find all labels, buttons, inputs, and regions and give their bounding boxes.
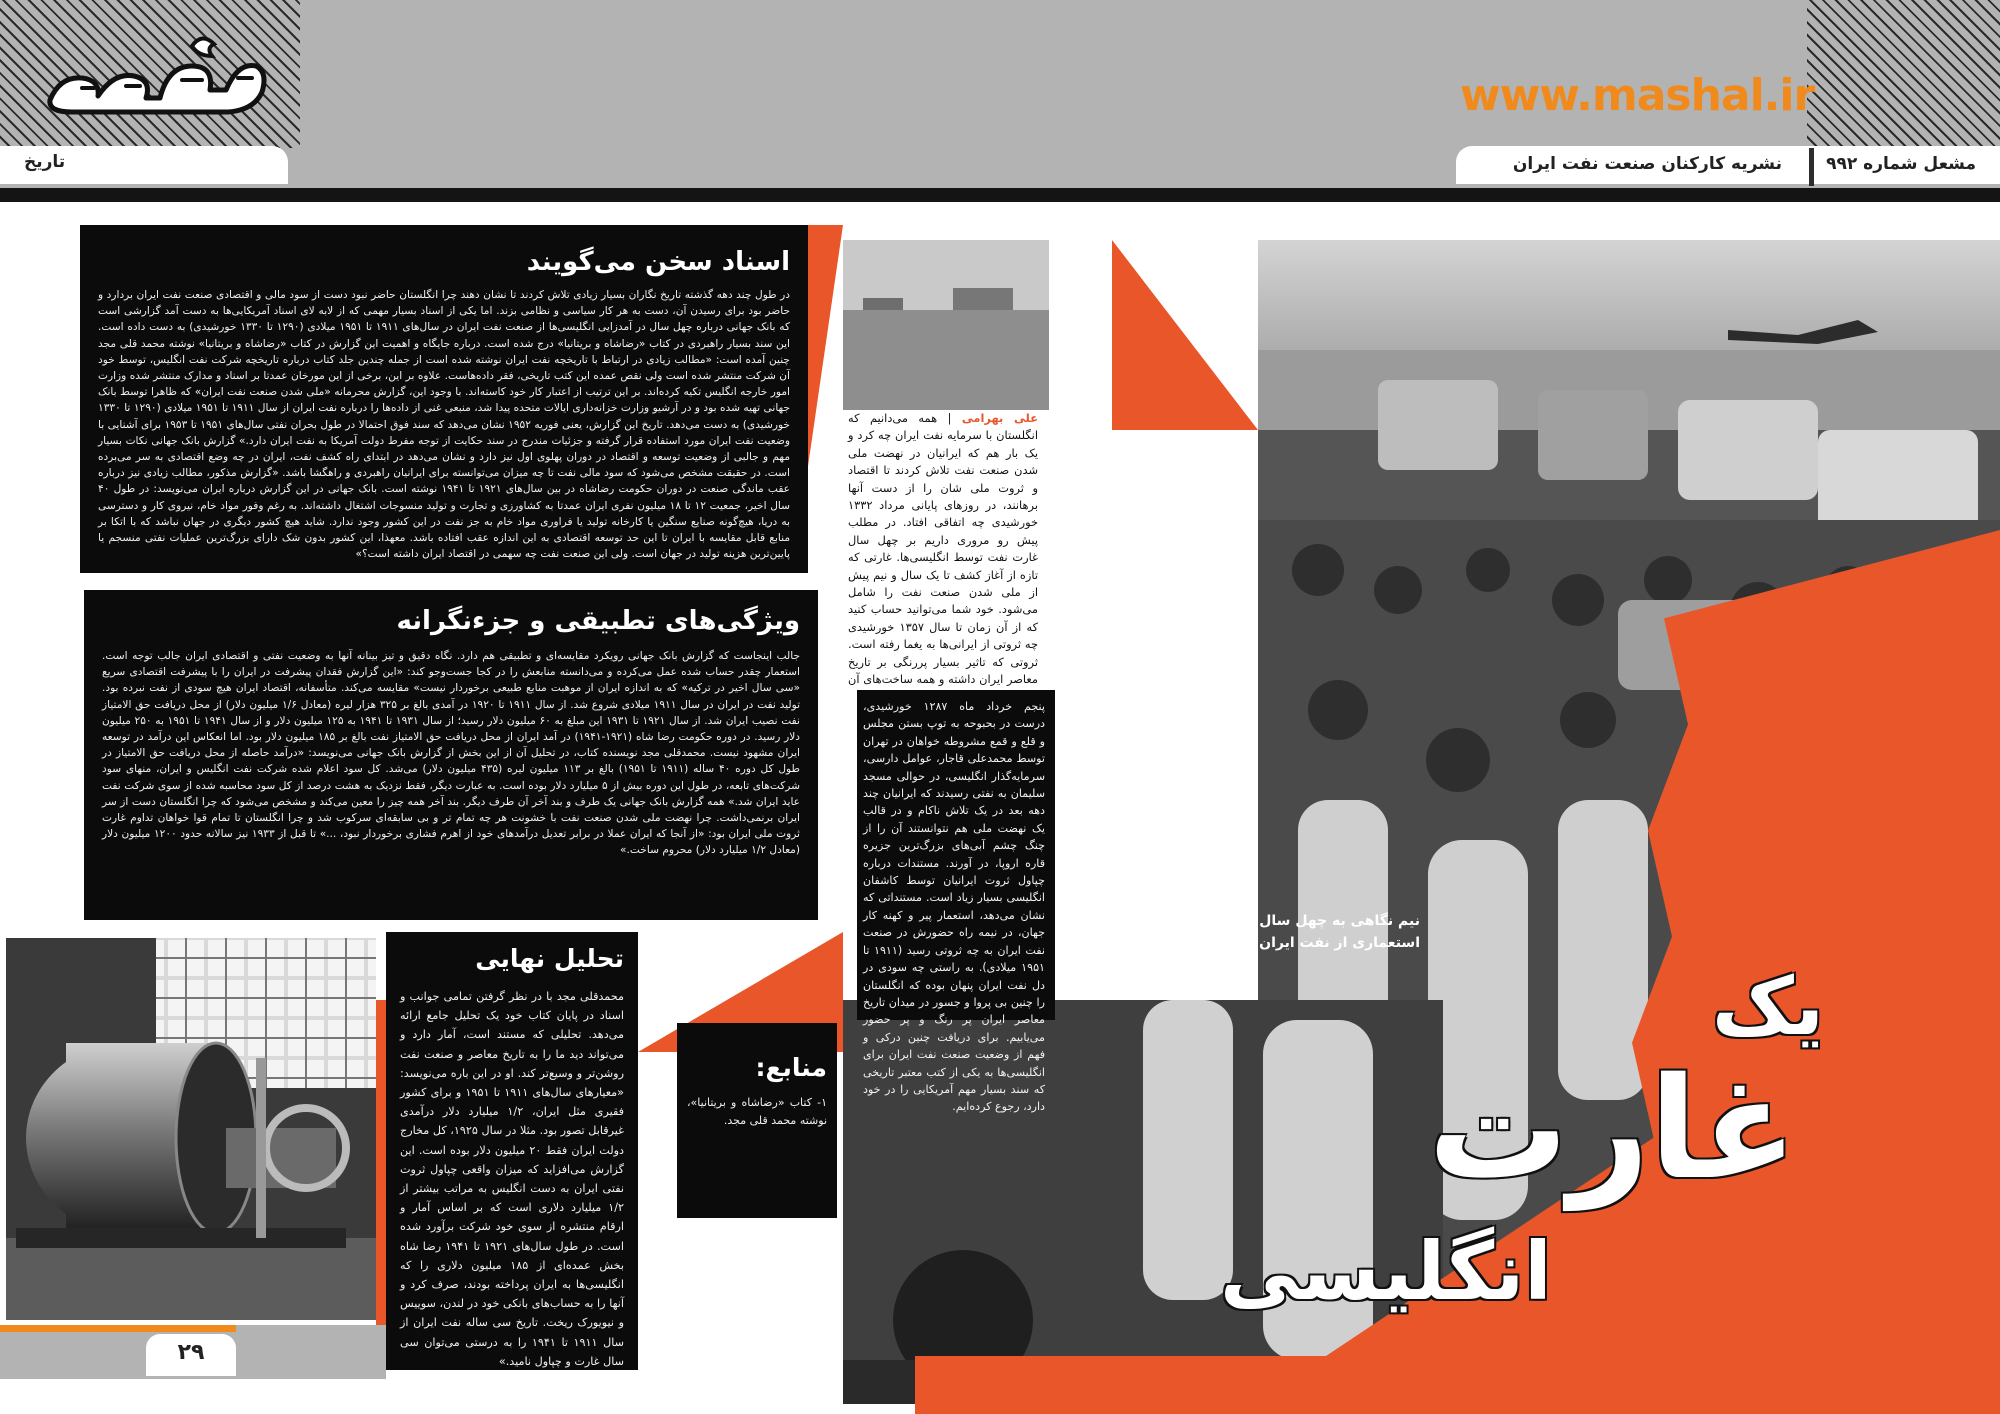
bottom-orange-band: [915, 1356, 2000, 1414]
section-comparative: [84, 590, 818, 920]
orange-triangle-top-left: [805, 225, 843, 487]
subtitle-line-1: نیم نگاهی به چهل سال بهره: [1222, 913, 1420, 929]
issue-number: مشعل شماره ۹۹۲: [1826, 154, 1976, 174]
issue-tab: [1456, 146, 2000, 184]
header-hatch-right: [1807, 0, 2000, 148]
section-documents: [80, 225, 808, 573]
mashal-logo[interactable]: [42, 26, 270, 122]
page-number: ۲۹: [146, 1334, 236, 1376]
section-comparative-body: جالب اینجاست که گزارش بانک جهانی رویکرد مقایسه‌ای و تطبیقی هم دارد. نگاه دقیق و تیز بینانه آنها به وضعیت نفتی و اقتصادی ایران جالب توجه است. استعمار چقدر حساب شده عمل می‌کرده و می‌دانسته منابعش را در کجا جست‌وجو کند: «این گزارش فقدان پیشرفت در ایران را با پیشرفت اقتصادی سریع «سی سال اخیر در ترکیه» که به اندازه ایران از موهبت منابع طبیعی برخوردار نیست» مقایسه می‌کند. متأسفانه، اقتصاد ایران هیچ سودی از نفت نبرده بود. تولید نفت در ایران در سال ۱۹۱۱ میلادی شروع شد. از سال ۱۹۱۱ تا ۱۹۲۰ در آمدی بالغ بر ۳۲۵ هزار لیره (معادل ۱/۶ میلیون دلار) از محل دریافت حق الامتیاز نفت نصیب ایران شد. از سال ۱۹۲۱ تا ۱۹۳۱ این مبلغ به ۶۰ میلیون دلار رسید؛ از سال ۱۹۳۱ تا ۱۹۴۱ به ۱۲۵ میلیون دلار و از سال ۱۹۴۱ تا ۱۹۵۱ به ۲۵۰ میلیون دلار رسید. در دوره حکومت رضا شاه (۱۹۲۱-۱۹۴۱) در آمد ایران از محل دریافت حق الامتیاز نفت بالغ بر ۱۸۵ میلیون دلار بود. اما انعکاس این درآمد در توسعه ایران مشهود نیست. محمدقلی مجد نویسنده کتاب، در تحلیل آن از این بخش از گزارش بانک جهانی می‌نویسد: «درآمد حاصله از محل دریافت حق الامتیاز در طول کل دوره ۴۰ ساله (۱۹۱۱ تا ۱۹۵۱) بالغ بر ۱۱۳ میلیون لیره (۴۳۵ میلیون دلار) می‌شد. کل سود اعلام شده شرکت نفت انگلیس و ایران، منهای سود شرکت‌های تابعه، در طول این دوره بیش از ۵ میلیارد دلار بوده است. به عبارت دیگر، فقط نزدیک به هشت درصد از کل سود محاسبه شده از سوی شرکت نفت عاید ایران شد.» همه گزارش بانک جهانی یک طرف و بند آخر آن طرف دیگر. بند آخر همه چیز را معین می‌کند و مشخص می‌شود که چرا انگلستان دست از سر ایران برنمی‌داشت. چرا نهضت ملی شدن صنعت نفت با خشونت هر چه تمام تر و بی سابقه‌ای سرکوب شد و چرا انگلستان تا تمام قوا خواهان تداوم غارت ثروت ملی ایران بود: «از آنجا که ایران عملا در برابر تعدیل درآمدهای خود از اهرم فشاری برخوردار نبود، ...» تا قبل از ۱۹۳۳ نیز سالانه حدود ۱۲۰۰ میلیون دلار (معادل ۱/۲ میلیارد دلار) محروم ساخت.»: [102, 650, 801, 857]
orange-triangle-right: [1112, 240, 1258, 430]
intro-body: همه می‌دانیم که انگلستان با سرمایه نفت ایران چه کرد و یک بار هم که ایرانیان در نهضت ملی شدن صنعت نفت تلاش کردند تا اقتصاد و ثروت ملی شان را از دست آنها برهانند، در روزهای پایانی مرداد ۱۳۳۲ خورشیدی چه اتفاقی افتاد. در مطلب پیش رو مروری داریم بر چهل سال غارت نفت توسط انگلیسی‌ها. غارتی که تازه از آغاز کشف تا یک سال و نیم پیش از ملی شدن صنعت نفت را شامل می‌شود. خود شما می‌توانید حساب کنید که از آن زمان تا سال ۱۳۵۷ خورشیدی چه ثروتی از ایرانی‌ها به یغما رفته است. ثروتی که تاثیر بسیار پررنگی بر تاریخ معاصر ایران داشته و همه ساخت‌های آن: [848, 411, 1038, 687]
section-documents-body: در طول چند دهه گذشته تاریخ نگاران بسیار زیادی تلاش کردند تا نشان دهند چرا انگلستان حاضر نبود دست از سود مالی و اقتصادی صنعت نفت ایران بردارد و حاضر بود برای رسیدن آن، دست به هر کار سیاسی و نظامی بزند. اما یکی از اسناد بسیار مهمی که از لابه لای اسناد آمریکایی‌ها به دست آمد گزارشی است که بانک جهانی درباره چهل سال در آمدزایی انگلیسی‌ها از صنعت نفت ایران در سال‌های ۱۹۱۱ تا ۱۹۵۱ میلادی (۱۲۹۰ تا ۱۳۳۰ خورشیدی) به دست داده است. این سند بسیار راهبردی در کتاب «رضاشاه و بریتانیا» درج شده است. درباره جایگاه و اهمیت این گزارش در کتاب «رضاشاه و بریتانیا» نوشته محمد قلی مجد چنین آمده است: «مطالب زیادی در ارتباط با تاریخچه نفت ایران نوشته شده است از جمله چندین جلد کتاب درباره تاریخچه شرکت نفت انگلیس، توسط خود آن شرکت منتشر شده است ولی نقص عمده این کتب تاریخی، فقر داده‌هاست. علاوه بر این، برخی از این مورخان عمدتا بر اسناد و مدارک منتشر شده وزارت امور خارجه انگلیس تکیه کرده‌اند. بر این ترتیب از اعتبار کار خود کاسته‌اند. با وجود این، گزارش محرمانه «ملی شدن صنعت نفت ایران» که ظاهرا توسط بانک جهانی تهیه شده بود و در آرشیو وزارت خزانه‌داری ایالات متحده پیدا شد، منبعی غنی از داده‌ها را درباره نفت ایران از سال ۱۹۱۱ تا ۱۹۵۱ میلادی (۱۲۹۰ تا ۱۳۳۰ خورشیدی) به دست می‌دهد. تاریخ این گزارش، یعنی فوریه ۱۹۵۲ نشان می‌دهد که سند فوق احتمالا در طول بحران نفتی سال‌های ۱۹۵۱ تا ۱۹۵۳ برای آشنایی با وضعیت نفت ایران مورد استفاده قرار گرفته و جزئیات مندرج در سند حکایت از توجه مفرط دولت آمریکا به نفت ایران دارد.» گزارش بانک جهانی نکات بسیار مهم و جالبی از وضعیت توسعه و اقتصاد در دوران پهلوی اول نیز دارد و نشان می‌دهد در ابتدای راه کشف نفت، ایران در چه وضع اقتصادی به سر می‌برده است. در حقیقت مشخص می‌شود که سود مالی نفت تا چه میزان می‌توانسته برای ایرانیان راهبردی و راهگشا باشد. «گزارش مذکور، مطالب زیادی نیز درباره عقب ماندگی صنعت در دوران حکومت رضاشاه در بین سال‌های ۱۹۲۱ تا ۱۹۴۱ نوشته است. بانک جهانی در این گزارش درباره ایران می‌نویسد: در طول ۴۰ سال اخیر، جمعیت ۱۲ تا ۱۸ میلیون نفری ایران عمدتا به کشاورزی و تجارت و تولید منسوجات اشتغال داشته‌اند. به رغم وفور مواد خام، نیروی کار و دسترسی به دریا، هیچ‌گونه صنایع سنگین یا کارخانه تولید یا فراوری مواد خام به جز نفت در این کشور وجود ندارد. شاید هیچ کشور دیگری در جهان نباشد که با اتکا بر منابع قابل مقایسه با ایران تا این حد توسعه اقتصادی به این اندازه عقب افتاده باشد. معهذا، این کشور بدون شک دارای بزرگ‌ترین عملیات نفتی منسجم یا پایین‌ترین هزینه تولید در جهان است. ولی این صنعت نفت چه سهمی در اقتصاد ایران داشته است؟»: [98, 289, 791, 561]
sources-body: ۱- کتاب «رضاشاه و بریتانیا»، نوشته محمد قلی مجد.: [687, 1096, 827, 1127]
machinery-photo: [6, 938, 376, 1320]
section-tab: [0, 146, 288, 184]
headline-word-3: انگلیسی: [1220, 1225, 1552, 1318]
intro-card: [848, 410, 1044, 687]
headline-word-2: غارت: [1428, 1048, 1798, 1211]
site-url[interactable]: www.mashal.ir: [1460, 70, 1815, 121]
section-comparative-title: ویژگی‌های تطبیقی و جزءنگرانه: [396, 606, 800, 636]
header-band: [0, 0, 2000, 188]
footer-orange-line: [0, 1325, 236, 1332]
title-subtitle: [1170, 910, 1420, 954]
section-final-analysis-title: تحلیل نهایی: [475, 944, 624, 973]
section-final-analysis-body: محمدقلی مجد با در نظر گرفتن تمامی جوانب و اسناد در پایان کتاب خود یک تحلیل جامع ارائه می‌دهد. تحلیلی که مستند است، آمار دارد و می‌تواند دید ما را به تاریخ معاصر و صنعت نفت روشن‌تر و وسیع‌تر کند. او در این باره می‌نویسد: «معیارهای سال‌های ۱۹۱۱ تا ۱۹۵۱ و برای کشور فقیری مثل ایران، ۱/۲ میلیارد دلار درآمدی غیرقابل تصور بود. مثلا در سال ۱۹۲۵، کل مخارج دولت ایران فقط ۲۰ میلیون دلار بوده است. این گزارش می‌افزاید که میزان واقعی چپاول ثروت نفتی ایران به دست انگلیس به مراتب بیشتر از ۱/۲ میلیارد دلاری است که بر اساس آمار و ارقام منتشره از سوی خود شرکت برآورد شده است. در طول سال‌های ۱۹۲۱ تا ۱۹۴۱ رضا شاه بخش عمده‌ای از ۱۸۵ میلیون دلاری را که انگلیسی‌ها به ایران پرداخته بودند، صرف کرد و آنها را به حساب‌های بانکی خود در لندن، سوییس و نیویورک ریخت. تاریخ سی ساله نفت ایران از سال ۱۹۱۱ تا ۱۹۴۱ را به درستی می‌توان سی سال غارت و چپاول نامید.»: [400, 990, 625, 1368]
sources-box: [677, 1023, 837, 1218]
header-rule: [0, 188, 2000, 202]
sources-title: منابع:: [755, 1053, 827, 1082]
section-final-analysis: [386, 932, 638, 1370]
section-label: تاریخ: [24, 152, 66, 172]
main-body-text: پنجم خرداد ماه ۱۲۸۷ خورشیدی، درست در بحبوحه به توپ بستن مجلس و قلع و قمع مشروطه خواهان در تهران توسط محمدعلی قاجار، عوامل دارسی، سرمایه‌گذار انگلیسی، در حوالی مسجد سلیمان به نفتی رسیدند که ایرانیان چند دهه بعد در یک تلاش ناکام و در قالب یک نهضت ملی هم نتوانستند آن را از چنگ چشم آبی‌های بزرگ‌ترین جزیره قاره اروپا، در آورند. مستندات درباره چپاول ثروت ایرانیان توسط کاشفان انگلیسی بسیار زیاد است. مستنداتی که نشان می‌دهد، استعمار پیر و کهنه کار جهان، در نیمه راه حضورش در صنعت نفت ایران به چه ثروتی رسید (۱۹۱۱ تا ۱۹۵۱ میلادی). به راستی چه سودی در دل نفت ایران پنهان بوده که انگلستان را چنین بی پروا و جسور در میدان تاریخ معاصر ایران پر رنگ و پر حضور می‌یابیم. برای دریافت چنین درکی و فهم از وضعیت صنعت نفت ایران برای انگلیسی‌ها به یکی از کتب معتبر تاریخی که سند بسیار مهم آمریکایی را در خود دارد، رجوع کرده‌ایم.: [863, 700, 1045, 1114]
author-name: علی بهرامی: [961, 411, 1038, 425]
issue-separator: [1809, 148, 1814, 186]
subtitle-line-2: استعماری از نفت ایران: [1259, 935, 1420, 951]
headline-word-1: یک: [1712, 960, 1824, 1053]
publication-name: نشریه کارکنان صنعت نفت ایران: [1512, 154, 1782, 174]
airfield-photo: [843, 240, 1049, 410]
main-body-card: [857, 690, 1055, 1114]
intro-text: علی بهرامی | همه می‌دانیم که انگلستان با سرمایه نفت ایران چه کرد و یک بار هم که ایرانیان در نهضت ملی شدن صنعت نفت تلاش کردند تا اقتصاد و ثروت ملی شان را از دست آنها برهانند، در روزهای پایانی مرداد ۱۳۳۲ خورشیدی چه اتفاقی افتاد. در مطلب پیش رو مروری داریم بر چهل سال غارت نفت توسط انگلیسی‌ها. غارتی که تازه از آغاز کشف تا یک سال و نیم پیش از ملی شدن صنعت نفت را شامل می‌شود. خود شما می‌توانید حساب کنید که از آن زمان تا سال ۱۳۵۷ خورشیدی چه ثروتی از ایرانی‌ها به یغما رفته است. ثروتی که تاثیر بسیار پررنگی بر تاریخ معاصر ایران داشته و همه ساخت‌های آن: [848, 410, 1038, 706]
section-documents-title: اسناد سخن می‌گویند: [526, 247, 790, 277]
